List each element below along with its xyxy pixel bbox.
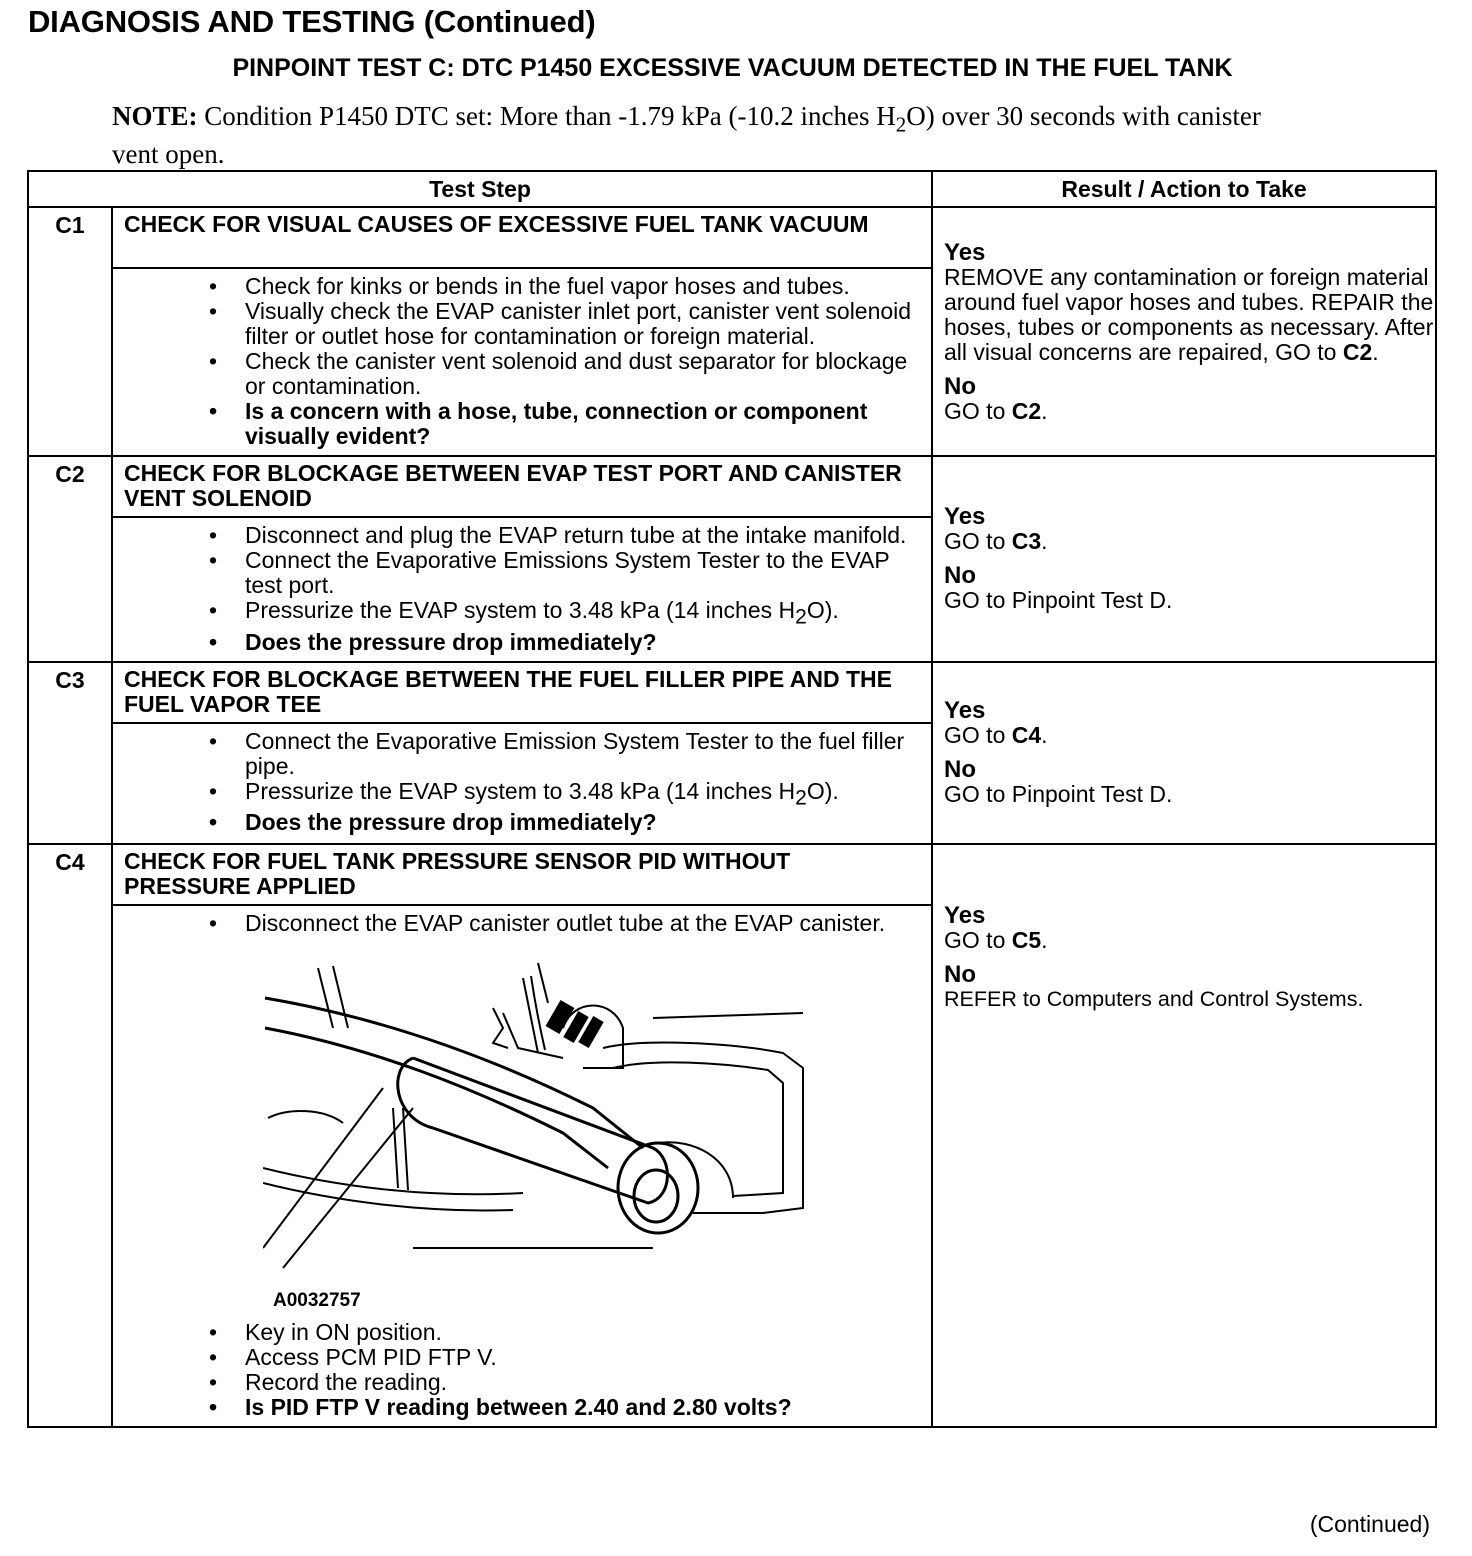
step-c2-result (932, 456, 1436, 662)
step-c4-result (932, 844, 1436, 1427)
yes-action-text: REMOVE any contamination or foreign material around fuel vapor hoses and tubes. REPAIR the hoses, tubes or components as necessary. After all visual concerns are repaired, GO to (944, 263, 1434, 365)
step-c2-title-row (28, 456, 1436, 517)
yes-action-text: GO to (944, 722, 1012, 749)
step-c4-instructions (112, 905, 932, 1427)
yes-action: GO to C4. (944, 722, 1048, 749)
yes-action: GO to C5. (944, 926, 1048, 953)
no-action: GO to C2. (944, 397, 1048, 424)
list-item: • Key in ON position. (113, 1320, 921, 1345)
step-code: C3 (28, 662, 112, 723)
list-item: • Disconnect and plug the EVAP return tube at the intake manifold. (113, 523, 921, 548)
step-title: CHECK FOR FUEL TANK PRESSURE SENSOR PID WITHOUT PRESSURE APPLIED (112, 844, 932, 905)
table-header-row (28, 171, 1436, 207)
step-code-spacer (28, 723, 112, 844)
step-c1-title-row (28, 207, 1436, 268)
list-item: • Visually check the EVAP canister inlet port, canister vent solenoid filter or outlet hose for contamination or foreign material. (113, 299, 921, 349)
step-code-spacer (28, 268, 112, 456)
step-title: CHECK FOR BLOCKAGE BETWEEN EVAP TEST PORT AND CANISTER VENT SOLENOID (112, 456, 932, 517)
col-header-test-step: Test Step (28, 171, 932, 207)
yes-step-ref: C2 (1342, 338, 1373, 365)
no-action: GO to Pinpoint Test D. (944, 587, 1173, 614)
note-paragraph (112, 101, 1312, 169)
step-title: CHECK FOR VISUAL CAUSES OF EXCESSIVE FUEL TANK VACUUM (112, 207, 932, 268)
list-item-text: Pressurize the EVAP system to 3.48 kPa (14 inches H (245, 777, 796, 804)
pinpoint-test-title: PINPOINT TEST C: DTC P1450 EXCESSIVE VACUUM DETECTED IN THE FUEL TANK (232, 54, 1233, 82)
list-item: • Connect the Evaporative Emissions System Tester to the EVAP test port. (113, 548, 921, 598)
subscript: 2 (795, 786, 807, 810)
no-action: REFER to Computers and Control Systems. (944, 986, 1364, 1011)
yes-label: Yes (944, 697, 986, 725)
step-question: • Does the pressure drop immediately? (113, 810, 921, 835)
yes-label: Yes (944, 238, 986, 266)
yes-step-ref: C4 (1011, 722, 1042, 749)
no-action: GO to Pinpoint Test D. (944, 781, 1173, 808)
no-label: No (944, 960, 977, 988)
list-item: • Check the canister vent solenoid and dust separator for blockage or contamination. (113, 349, 921, 399)
step-c3-title-row (28, 662, 1436, 723)
note-label: NOTE: (112, 101, 198, 131)
note-subscript: 2 (895, 112, 907, 137)
step-code-spacer (28, 517, 112, 662)
yes-step-ref: C5 (1011, 926, 1042, 953)
step-question: • Is a concern with a hose, tube, connection or component visually evident? (113, 399, 921, 449)
list-item-text: Pressurize the EVAP system to 3.48 kPa (14 inches H (245, 597, 796, 623)
no-label: No (944, 756, 977, 784)
list-item: • Access PCM PID FTP V. (113, 1345, 921, 1370)
figure-label: A0032757 (273, 1289, 361, 1311)
list-item-text-end: O). (806, 597, 839, 623)
yes-step-ref: C3 (1011, 528, 1042, 555)
col-header-result: Result / Action to Take (932, 171, 1436, 207)
step-code-spacer (28, 905, 112, 1427)
list-item (113, 779, 921, 811)
list-item: • Disconnect the EVAP canister outlet tube at the EVAP canister. (113, 911, 921, 936)
step-title: CHECK FOR BLOCKAGE BETWEEN THE FUEL FILLER PIPE AND THE FUEL VAPOR TEE (112, 662, 932, 723)
yes-action-text: GO to (944, 528, 1012, 555)
list-item: • Record the reading. (113, 1370, 921, 1395)
step-code: C1 (28, 207, 112, 268)
no-action-text: GO to (944, 397, 1012, 424)
yes-action: REMOVE any contamination or foreign material around fuel vapor hoses and tubes. REPAIR the hoses, tubes or components as necessary. After all visual concerns are repaired, GO to C2. (944, 263, 1434, 365)
yes-action: GO to C3. (944, 528, 1048, 555)
step-c3-result (932, 662, 1436, 844)
yes-label: Yes (944, 503, 986, 531)
note-text-2: O) over 30 seconds with canister vent open. (112, 101, 1261, 170)
no-label: No (944, 562, 977, 590)
no-label: No (944, 372, 977, 400)
step-code: C4 (28, 844, 112, 905)
step-c3-instructions (112, 723, 932, 844)
list-item: • Connect the Evaporative Emission System Tester to the fuel filler pipe. (113, 729, 921, 779)
step-c1-result (932, 207, 1436, 456)
step-question: • Does the pressure drop immediately? (113, 630, 921, 655)
subscript: 2 (795, 605, 807, 629)
continued-footer: (Continued) (1309, 1511, 1430, 1537)
step-c4-title-row (28, 844, 1436, 905)
list-item (113, 598, 921, 630)
no-step-ref: C2 (1011, 397, 1042, 424)
evap-canister-illustration (263, 958, 823, 1311)
note-text-1: Condition P1450 DTC set: More than -1.79 kPa (-10.2 inches H (197, 101, 896, 131)
page-heading: DIAGNOSIS AND TESTING (Continued) (28, 4, 596, 39)
list-item-text-end: O). (806, 777, 839, 804)
step-c1-instructions (112, 268, 932, 456)
list-item: • Check for kinks or bends in the fuel vapor hoses and tubes. (113, 274, 921, 299)
yes-action-text: GO to (944, 926, 1012, 953)
step-c2-instructions (112, 517, 932, 662)
canister-outlet-tube-drawing (263, 958, 823, 1288)
step-code: C2 (28, 456, 112, 517)
test-step-table (27, 170, 1437, 1428)
step-question: • Is PID FTP V reading between 2.40 and 2.80 volts? (113, 1395, 921, 1420)
yes-label: Yes (944, 901, 986, 929)
